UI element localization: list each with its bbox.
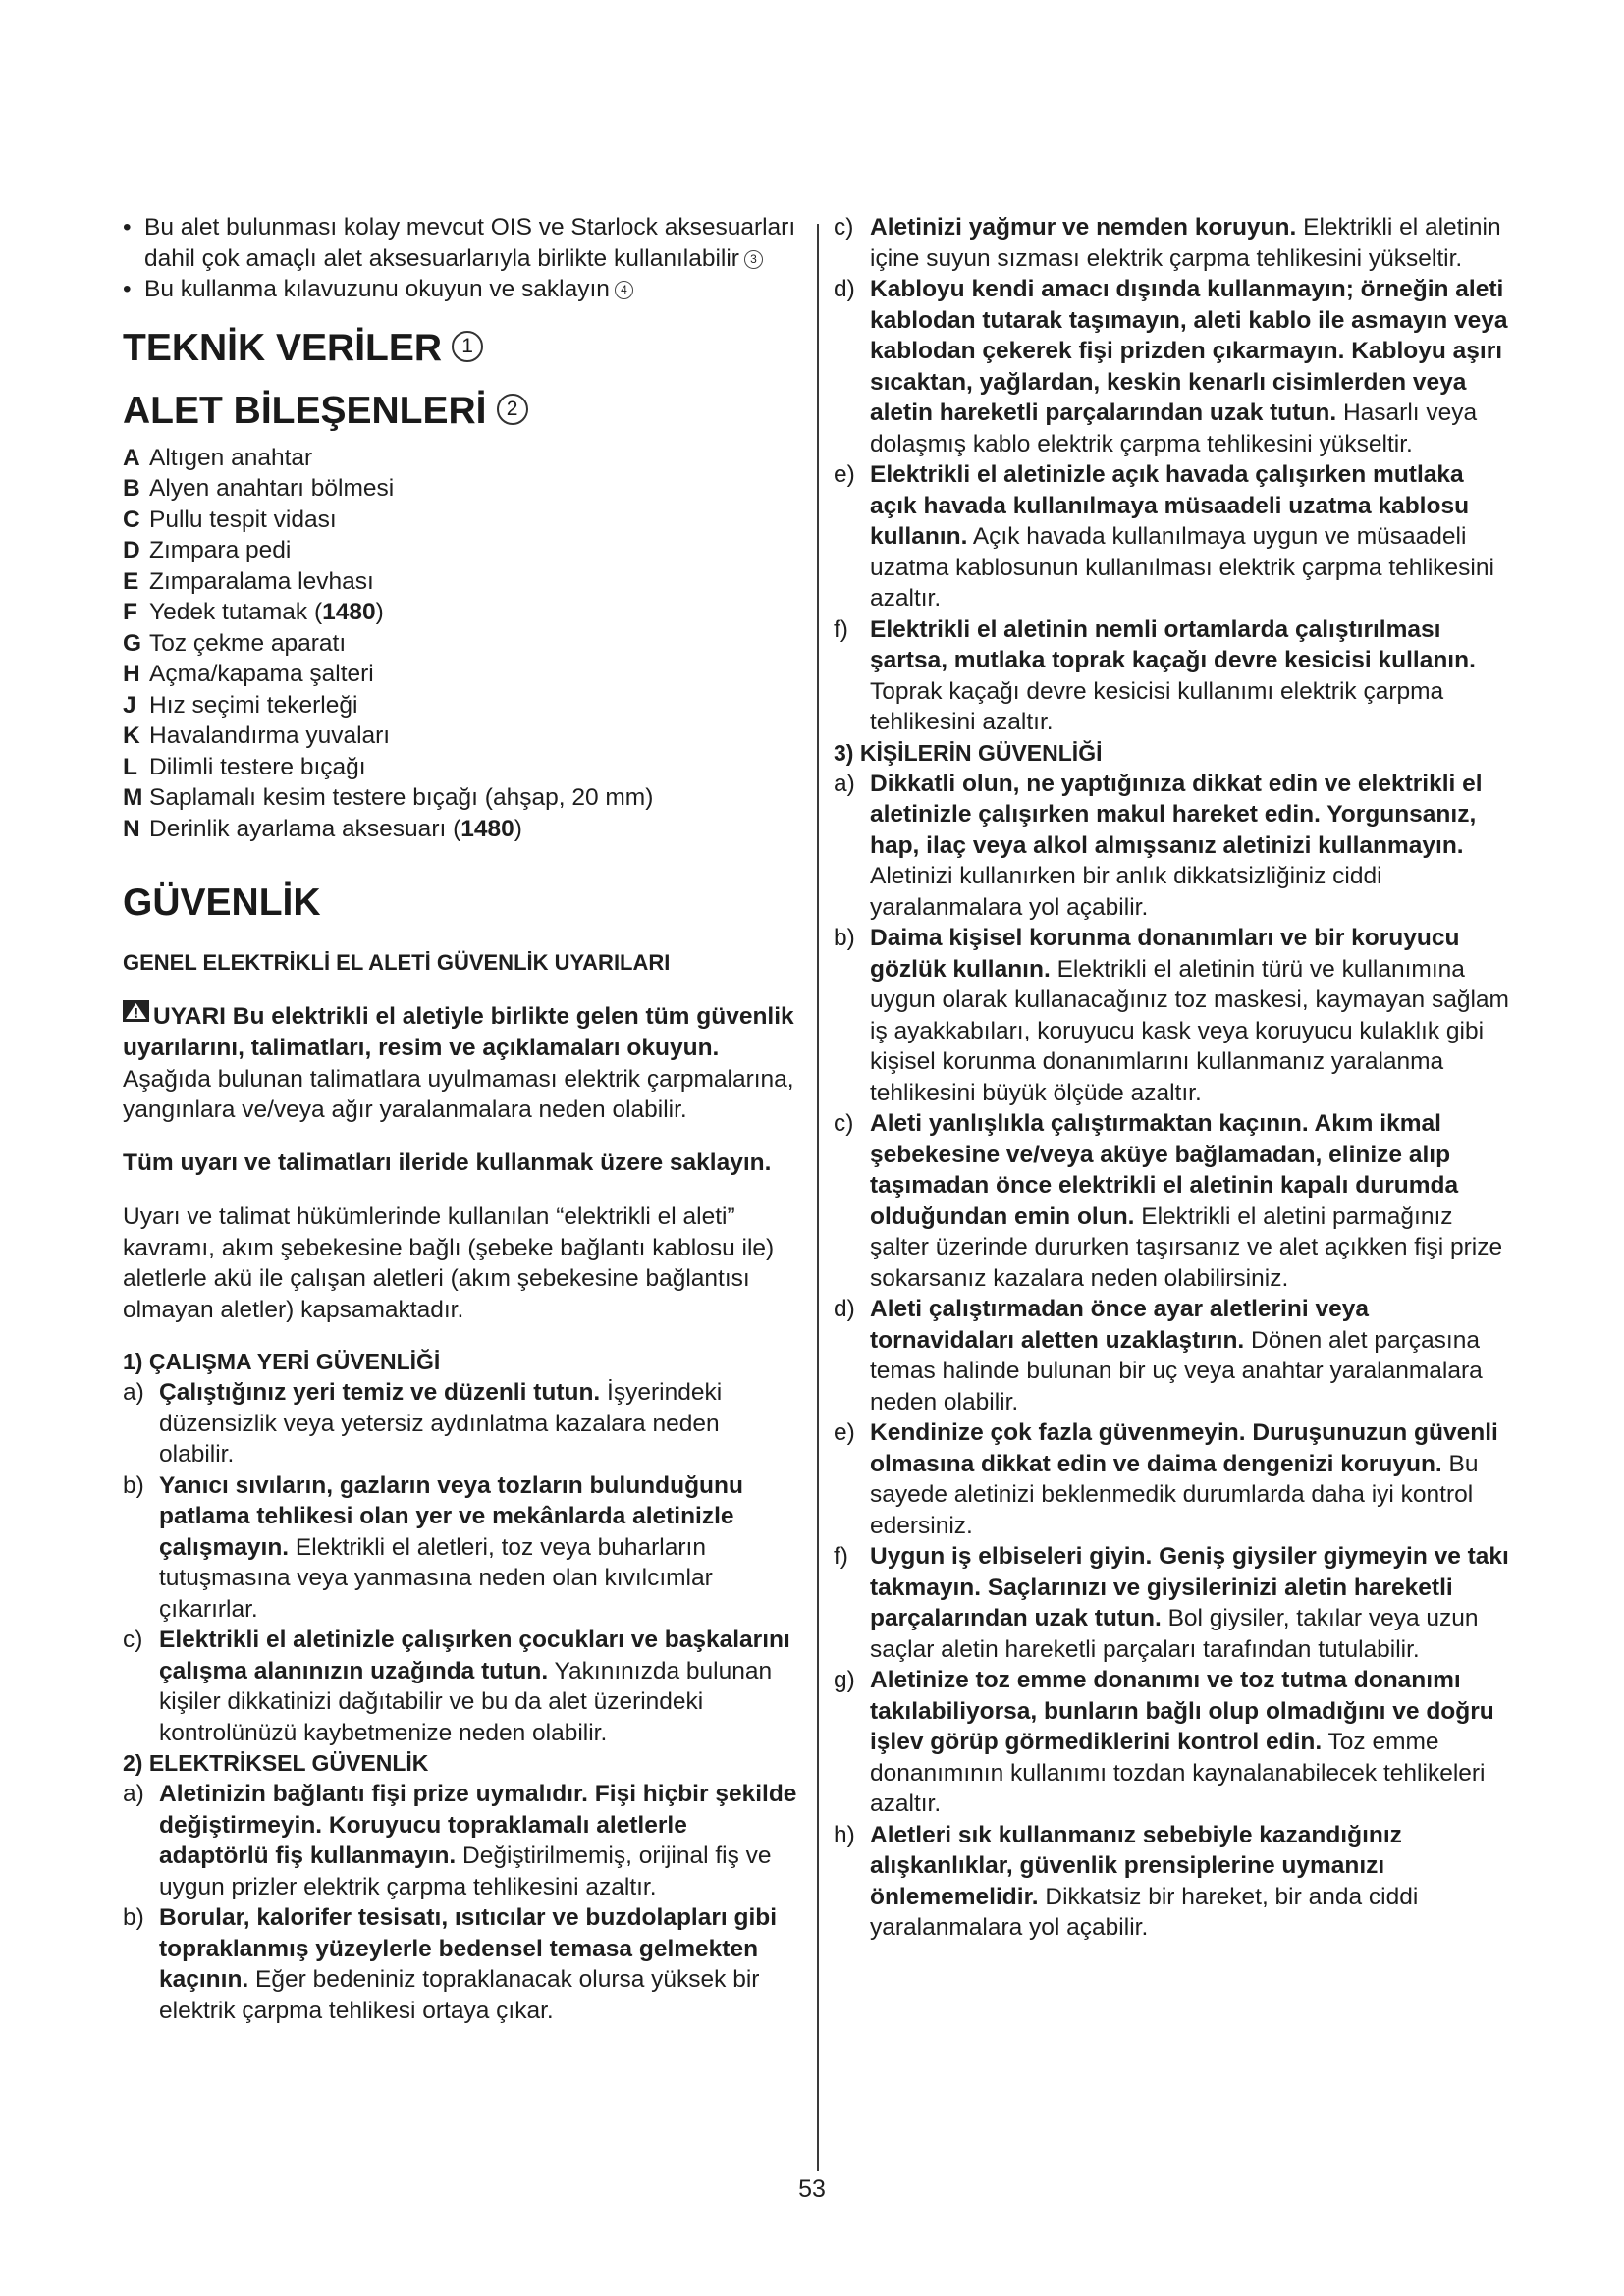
safety-item: f) Elektrikli el aletinin nemli ortamlarda çalıştırılması şartsa, mutlaka toprak kaçağı devre kesicisi kullanın. Toprak kaçağı devre kesicisi kullanımı elektrik çarpma tehlikesini azaltır. bbox=[834, 615, 1476, 735]
safety-item: c) Aletinizi yağmur ve nemden koruyun. Elektrikli el aletinin içine suyun sızması elektrik çarpma tehlikesini yükseltir. bbox=[834, 214, 1501, 272]
component-item: J Hız seçimi tekerleği bbox=[123, 691, 358, 719]
component-item: M Saplamalı kesim testere bıçağı (ahşap, 20 mm) bbox=[123, 784, 654, 811]
component-item: N Derinlik ayarlama aksesuarı (1480) bbox=[123, 815, 522, 842]
component-item: L Dilimli testere bıçağı bbox=[123, 753, 366, 780]
warning-icon bbox=[123, 999, 149, 1031]
bullet-icon: • bbox=[123, 276, 132, 302]
safety-item: c) Elektrikli el aletinizle çalışırken çocukları ve başkalarını çalışma alanınızın uzağında tutun. Yakınınızda bulunan kişiler dikkatinizi dağıtabilir ve bu da alet üzerindeki kontrolünüzü kaybetmenize neden olabilir. bbox=[123, 1627, 790, 1746]
section-title: 3) KİŞİLERİN GÜVENLİĞİ bbox=[834, 739, 1103, 766]
warning-paragraph: UYARI Bu elektrikli el aletiyle birlikte gelen tüm güvenlik uyarılarını, talimatları, resim ve açıklamaları okuyun. Aşağıda bulunan talimatlara uyulmaması elektrik çarpmalarına, yangınlara ve/veya ağır yaralanmalara neden olabilir. bbox=[123, 1001, 800, 1126]
safety-item: a) Çalıştığınız yeri temiz ve düzenli tutun. İşyerindeki düzensizlik veya yetersiz aydınlatma kazalara neden olabilir. bbox=[123, 1379, 723, 1468]
components-list bbox=[123, 443, 800, 845]
figure-ref-icon: 4 bbox=[615, 281, 633, 299]
figure-ref-icon: 1 bbox=[452, 331, 483, 362]
safety-item: c) Aleti yanlışlıkla çalıştırmaktan kaçının. Akım ikmal şebekesine ve/veya aküye bağlamadan, elinize alıp taşımadan önce elektrikli el aletinin kapalı durumda olduğundan emin olun. Elektrikli el aletini parmağınız şalter üzerinde dururken taşırsanız ve alet açıkken fişi prize sokarsanız kazalara neden olabilirsiniz. bbox=[834, 1110, 1503, 1292]
section-title: 1) ÇALIŞMA YERİ GÜVENLİĞİ bbox=[123, 1349, 441, 1375]
tech-data-heading: TEKNİK VERİLER 1 bbox=[123, 325, 800, 372]
general-safety-heading: GENEL ELEKTRİKLİ EL ALETİ GÜVENLİK UYARILARI bbox=[123, 950, 671, 975]
component-item: D Zımpara pedi bbox=[123, 537, 292, 563]
safety-item: g) Aletinize toz emme donanımı ve toz tutma donanımı takılabiliyorsa, bunların bağlı olup olmadığını ve doğru işlev görüp görmediklerini kontrol edin. Toz emme donanımının kullanımı tozdan kaynalanabilecek tehlikeleri azaltır. bbox=[834, 1667, 1494, 1817]
safety-item: b) Yanıcı sıvıların, gazların veya tozların bulunduğunu patlama tehlikesi olan yer ve mekânlarda aletinizle çalışmayın. Elektrikli el aletleri, toz veya buharların tutuşmasına veya yanmasına neden olan kıvılcımlar çıkarırlar. bbox=[123, 1471, 743, 1623]
safety-item: d) Kabloyu kendi amacı dışında kullanmayın; örneğin aleti kablodan tutarak taşımayın, aleti kablo ile asmayın veya kablodan çekerek fişi prizden çıkarmayın. Kabloyu aşırı sıcaktan, yağlardan, keskin kenarlı cisimlerden veya aletin hareketli parçalarından uzak tutun. Hasarlı veya dolaşmış kablo elektrik çarpma tehlikesini yükseltir. bbox=[834, 276, 1508, 457]
intro-bullet: • Bu kullanma kılavuzunu okuyun ve saklayın 4 bbox=[123, 274, 800, 305]
left-column bbox=[123, 212, 800, 2026]
safety-item: b) Borular, kalorifer tesisatı, ısıtıcılar ve buzdolapları gibi topraklanmış yüzeylerle bedensel temasa gelmekten kaçının. Eğer bedeniniz topraklanacak olursa yüksek bir elektrik çarpma tehlikesi ortaya çıkar. bbox=[123, 1904, 778, 2024]
page-number: 53 bbox=[798, 2175, 826, 2203]
safety-item: h) Aletleri sık kullanmanız sebebiyle kazandığınız alışkanlıklar, güvenlik prensiplerine uymanızı önlememelidir. Dikkatsiz bir hareket, bir anda ciddi yaralanmalara yol açabilir. bbox=[834, 1821, 1419, 1941]
component-item: A Altıgen anahtar bbox=[123, 444, 313, 471]
right-column bbox=[834, 212, 1511, 1944]
figure-ref-icon: 2 bbox=[497, 394, 528, 425]
safety-item: f) Uygun iş elbiseleri giyin. Geniş giysiler giymeyin ve takı takmayın. Saçlarınızı ve giysilerinizi aletin hareketli parçalarından uzak tutun. Bol giysiler, takılar veya uzun saçlar aletin hareketli parçaları tarafından tutulabilir. bbox=[834, 1543, 1509, 1663]
component-item: F Yedek tutamak (1480) bbox=[123, 599, 384, 625]
safety-item: b) Daima kişisel korunma donanımları ve bir koruyucu gözlük kullanın. Elektrikli el aletinin türü ve kullanımına uygun olarak kullanacağınız toz maskesi, kaymayan sağlam iş ayakkabıları, koruyucu kask veya koruyucu kulaklık gibi kişisel korunma donanımlarını kullanmanız yaralanma tehlikesini büyük ölçüde azaltır. bbox=[834, 925, 1509, 1106]
component-item: H Açma/kapama şalteri bbox=[123, 661, 374, 687]
component-item: G Toz çekme aparatı bbox=[123, 629, 347, 657]
components-heading: ALET BİLEŞENLERİ 2 bbox=[123, 388, 800, 435]
intro-bullet: • Bu alet bulunması kolay mevcut OIS ve Starlock aksesuarları dahil çok amaçlı alet aksesuarlarıyla birlikte kullanılabilir 3 bbox=[123, 214, 796, 272]
column-divider bbox=[817, 224, 819, 2171]
definition-paragraph: Uyarı ve talimat hükümlerinde kullanılan “elektrikli el aleti” kavramı, akım şebekesine bağlı (şebeke bağlantı kablosu ile) aletlerle akü ile çalışan aletleri (akım şebekesine bağlantısı olmayan aletler) kapsamaktadır. bbox=[123, 1203, 775, 1323]
component-item: K Havalandırma yuvaları bbox=[123, 722, 391, 749]
safety-item: a) Aletinizin bağlantı fişi prize uymalıdır. Fişi hiçbir şekilde değiştirmeyin. Koruyucu topraklamalı aletlerle adaptörlü fiş kullanmayın. Değiştirilmemiş, orijinal fiş ve uygun prizler elektrik çarpma tehlikesini azaltır. bbox=[123, 1781, 797, 1900]
safety-item: e) Elektrikli el aletinizle açık havada çalışırken mutlaka açık havada kullanılmaya müsaadeli uzatma kablosu kullanın. Açık havada kullanılmaya uygun ve müsaadeli uzatma kablosunun kullanılması elektrik çarpma tehlikesini azaltır. bbox=[834, 461, 1494, 612]
component-item: E Zımparalama levhası bbox=[123, 567, 374, 595]
safety-heading: GÜVENLİK bbox=[123, 881, 321, 924]
safety-item: e) Kendinize çok fazla güvenmeyin. Duruşunuzun güvenli olmasına dikkat edin ve daima dengenizi koruyun. Bu sayede aletinizi beklenmedik durumlarda daha iyi kontrol edersiniz. bbox=[834, 1419, 1498, 1539]
safety-item: d) Aleti çalıştırmadan önce ayar aletlerini veya tornavidaları aletten uzaklaştırın. Dönen alet parçasına temas halinde bulunan bir uç veya anahtar yaralanmalara neden olabilir. bbox=[834, 1296, 1483, 1415]
component-item: B Alyen anahtarı bölmesi bbox=[123, 475, 395, 502]
keep-instructions-note: Tüm uyarı ve talimatları ileride kullanmak üzere saklayın. bbox=[123, 1148, 772, 1176]
bullet-icon: • bbox=[123, 214, 132, 240]
component-item: C Pullu tespit vidası bbox=[123, 506, 337, 533]
section-title: 2) ELEKTRİKSEL GÜVENLİK bbox=[123, 1750, 429, 1777]
figure-ref-icon: 3 bbox=[744, 250, 763, 269]
safety-item: a) Dikkatli olun, ne yaptığınıza dikkat edin ve elektrikli el aletinizle çalışırken makul hareket edin. Yorgunsanız, hap, ilaç veya alkol almışsanız aletinizi kullanmayın. Aletinizi kullanırken bir anlık dikkatsizliğiniz ciddi yaralanmalara yol açabilir. bbox=[834, 770, 1483, 921]
